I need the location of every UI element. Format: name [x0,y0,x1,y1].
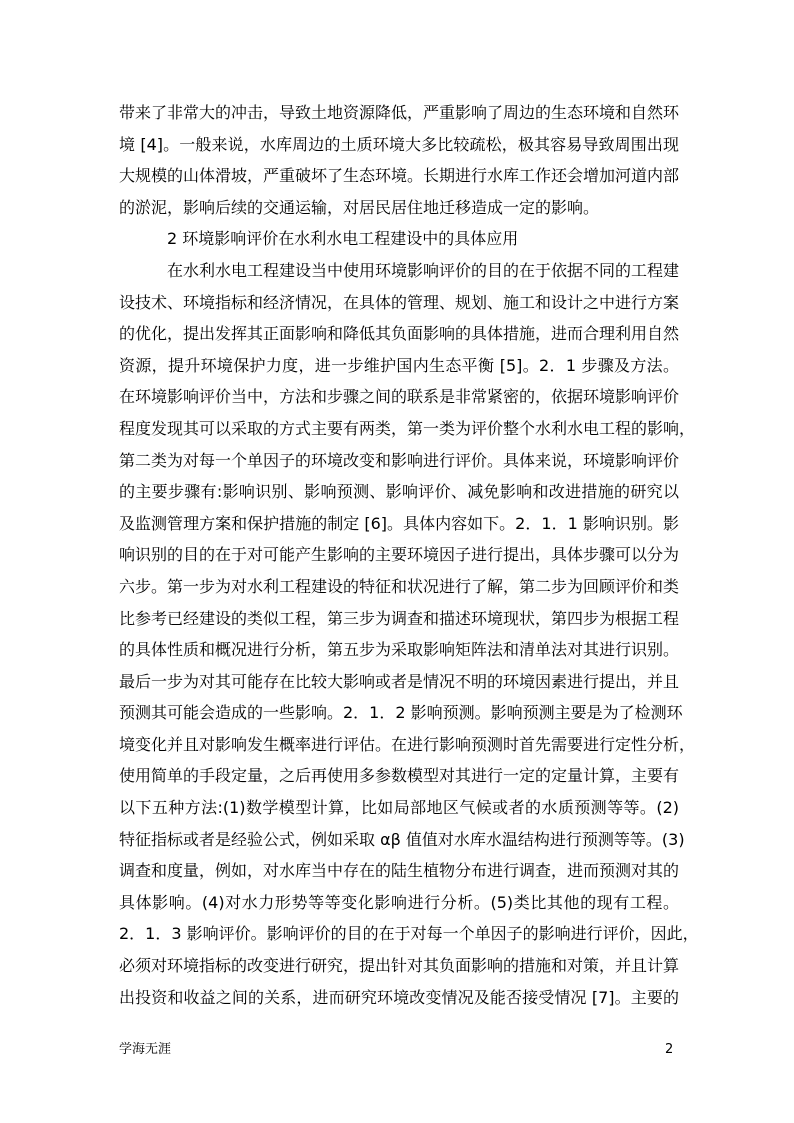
section-heading: 2 环境影响评价在水利水电工程建设中的具体应用 [167,229,519,249]
text-line: 以下五种方法:(1)数学模型计算，比如局部地区气候或者的水质预测等等。(2) [119,798,679,818]
text-line: 出投资和收益之间的关系，进而研究环境改变情况及能否接受情况 [7]。主要的 [119,987,679,1007]
page-number: 2 [665,1042,674,1057]
text-line: 的具体性质和概况进行分析，第五步为采取影响矩阵法和清单法对其进行识别。 [119,640,680,660]
text-line: 具体影响。(4)对水力形势等等变化影响进行分析。(5)类比其他的现有工程。 [119,892,679,912]
text-line: 调查和度量，例如，对水库当中存在的陆生植物分布进行调查，进而预测对其的 [119,861,680,881]
text-line: 资源，提升环境保护力度，进一步维护国内生态平衡 [5]。2．1 步骤及方法。 [119,355,679,375]
text-line: 程度发现其可以采取的方式主要有两类，第一类为评价整个水利水电工程的影响， [119,418,696,438]
text-line: 大规模的山体滑坡，严重破坏了生态环境。长期进行水库工作还会增加河道内部 [119,166,680,186]
text-line: 六步。第一步为对水利工程建设的特征和状况进行了解，第二步为回顾评价和类 [119,576,680,596]
text-line: 及监测管理方案和保护措施的制定 [6]。具体内容如下。2．1．1 影响识别。影 [119,513,679,533]
text-line: 在水利水电工程建设当中使用环境影响评价的目的在于依据不同的工程建 [167,260,680,280]
text-line: 最后一步为对其可能存在比较大影响或者是情况不明的环境因素进行提出，并且 [119,671,680,691]
text-line: 特征指标或者是经验公式，例如采取 αβ 值值对水库水温结构进行预测等等。(3) [119,829,685,849]
text-line: 必须对环境指标的改变进行研究，提出针对其负面影响的措施和对策，并且计算 [119,956,680,976]
text-line: 第二类为对每一个单因子的环境改变和影响进行评价。具体来说，环境影响评价 [119,450,680,470]
text-line: 比参考已经建设的类似工程，第三步为调查和描述环境现状，第四步为根据工程 [119,608,680,628]
body-text [119,97,699,1013]
text-line: 境 [4]。一般来说，水库周边的土质环境大多比较疏松，极其容易导致周围出现 [119,134,679,154]
text-line: 使用简单的手段定量，之后再使用多参数模型对其进行一定的定量计算，主要有 [119,766,680,786]
text-line: 设技术、环境指标和经济情况，在具体的管理、规划、施工和设计之中进行方案 [119,292,680,312]
text-line: 在环境影响评价当中，方法和步骤之间的联系是非常紧密的，依据环境影响评价 [119,387,680,407]
text-line: 的淤泥，影响后续的交通运输，对居民居住地迁移造成一定的影响。 [119,197,600,217]
text-line: 2．1．3 影响评价。影响评价的目的在于对每一个单因子的影响进行评价，因此， [119,924,699,944]
text-line: 预测其可能会造成的一些影响。2．1．2 影响预测。影响预测主要是为了检测环 [119,703,683,723]
text-line: 的主要步骤有:影响识别、影响预测、影响评价、减免影响和改进措施的研究以 [119,482,679,502]
text-line: 带来了非常大的冲击，导致土地资源降低，严重影响了周边的生态环境和自然环 [119,103,680,122]
text-line: 的优化，提出发挥其正面影响和降低其负面影响的具体措施，进而合理利用自然 [119,324,680,344]
text-line: 境变化并且对影响发生概率进行评估。在进行影响预测时首先需要进行定性分析， [119,734,696,754]
text-line: 响识别的目的在于对可能产生影响的主要环境因子进行提出，具体步骤可以分为 [119,545,680,565]
footer-left-text: 学海无涯 [119,1042,172,1057]
